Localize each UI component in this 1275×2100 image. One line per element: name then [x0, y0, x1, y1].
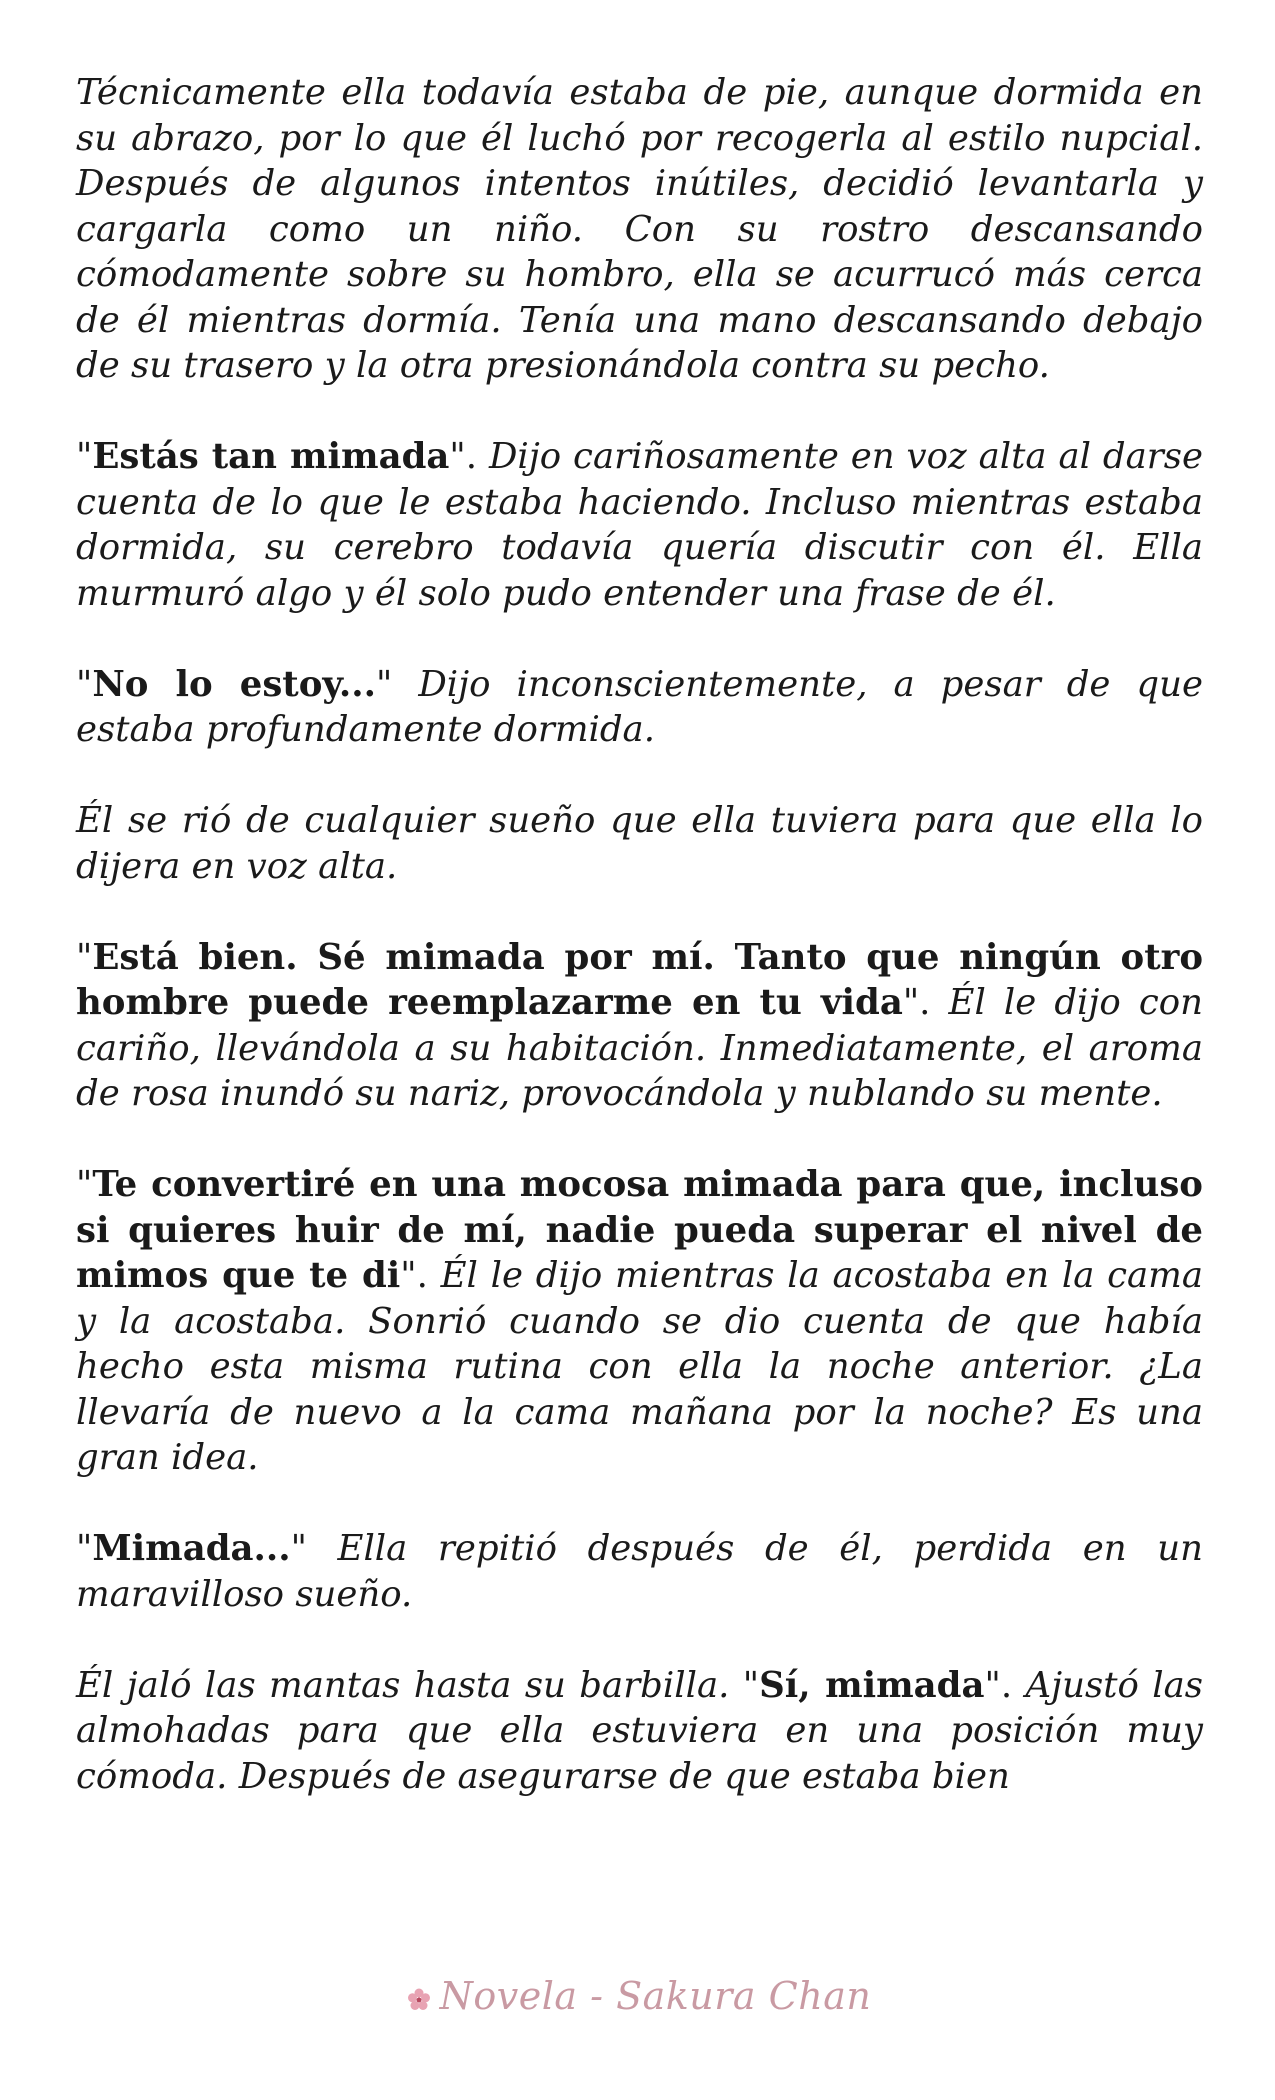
sakura-flower-icon — [404, 1985, 434, 2015]
paragraph — [76, 1162, 1203, 1481]
dialogue-quote: "Sí, mimada". — [742, 1664, 1013, 1706]
dialogue-quote: "Mimada..." — [76, 1528, 307, 1569]
paragraph — [76, 798, 1203, 889]
narration: Ella repitió después de él, perdida en un maravilloso sueño. — [76, 1528, 1203, 1615]
watermark-text: Novela - Sakura Chan — [439, 1974, 872, 2018]
story-text — [76, 70, 1203, 1799]
narration: Él jaló las mantas hasta su barbilla. — [76, 1664, 743, 1706]
paragraph — [76, 662, 1203, 753]
narration: Dijo cariñosamente en voz alta al darse cuenta de lo que le estaba haciendo. Incluso mientras estaba dormida, su cerebro todavía quería discutir con él. Ella murmuró algo y él solo pudo entender una frase de él. — [76, 436, 1203, 614]
narration: Él le dijo con cariño, llevándola a su habitación. Inmediatamente, el aroma de rosa inundó su nariz, provocándola y nublando su mente. — [76, 982, 1203, 1114]
paragraph — [76, 1663, 1203, 1800]
paragraph — [76, 935, 1203, 1117]
narration: Él le dijo mientras la acostaba en la cama y la acostaba. Sonrió cuando se dio cuenta de que había hecho esta misma rutina con ella la noche anterior. ¿La llevaría de nuevo a la cama mañana por la noche? Es una gran idea. — [76, 1255, 1203, 1478]
narration: Ajustó las almohadas para que ella estuviera en una posición muy cómoda. Después de asegurarse de que estaba bien — [76, 1664, 1204, 1797]
dialogue-quote: "Está bien. Sé mimada por mí. Tanto que ningún otro hombre puede reemplazarme en tu vida". — [76, 936, 1203, 1023]
dialogue-quote: "Te convertiré en una mocosa mimada para que, incluso si quieres huir de mí, nadie pueda superar el nivel de mimos que te di". — [76, 1164, 1203, 1296]
paragraph — [76, 434, 1203, 616]
dialogue-quote: "No lo estoy..." — [76, 663, 393, 705]
paragraph — [76, 1526, 1203, 1617]
narration: Él se rió de cualquier sueño que ella tuviera para que ella lo dijera en voz alta. — [76, 800, 1203, 887]
narration: Dijo inconscientemente, a pesar de que estaba profundamente dormida. — [76, 663, 1203, 750]
watermark — [0, 1974, 1275, 2018]
dialogue-quote: "Estás tan mimada". — [76, 436, 478, 477]
narration: Técnicamente ella todavía estaba de pie, aunque dormida en su abrazo, por lo que él luchó por recogerla al estilo nupcial. Después de algunos intentos inútiles, decidió levantarla y cargarla como un niño. Con su rostro descansando cómodamente sobre su hombro, ella se acurrucó más cerca de él mientras dormía. Tenía una mano descansando debajo de su trasero y la otra presionándola contra su pecho. — [76, 72, 1203, 386]
paragraph — [76, 70, 1203, 389]
